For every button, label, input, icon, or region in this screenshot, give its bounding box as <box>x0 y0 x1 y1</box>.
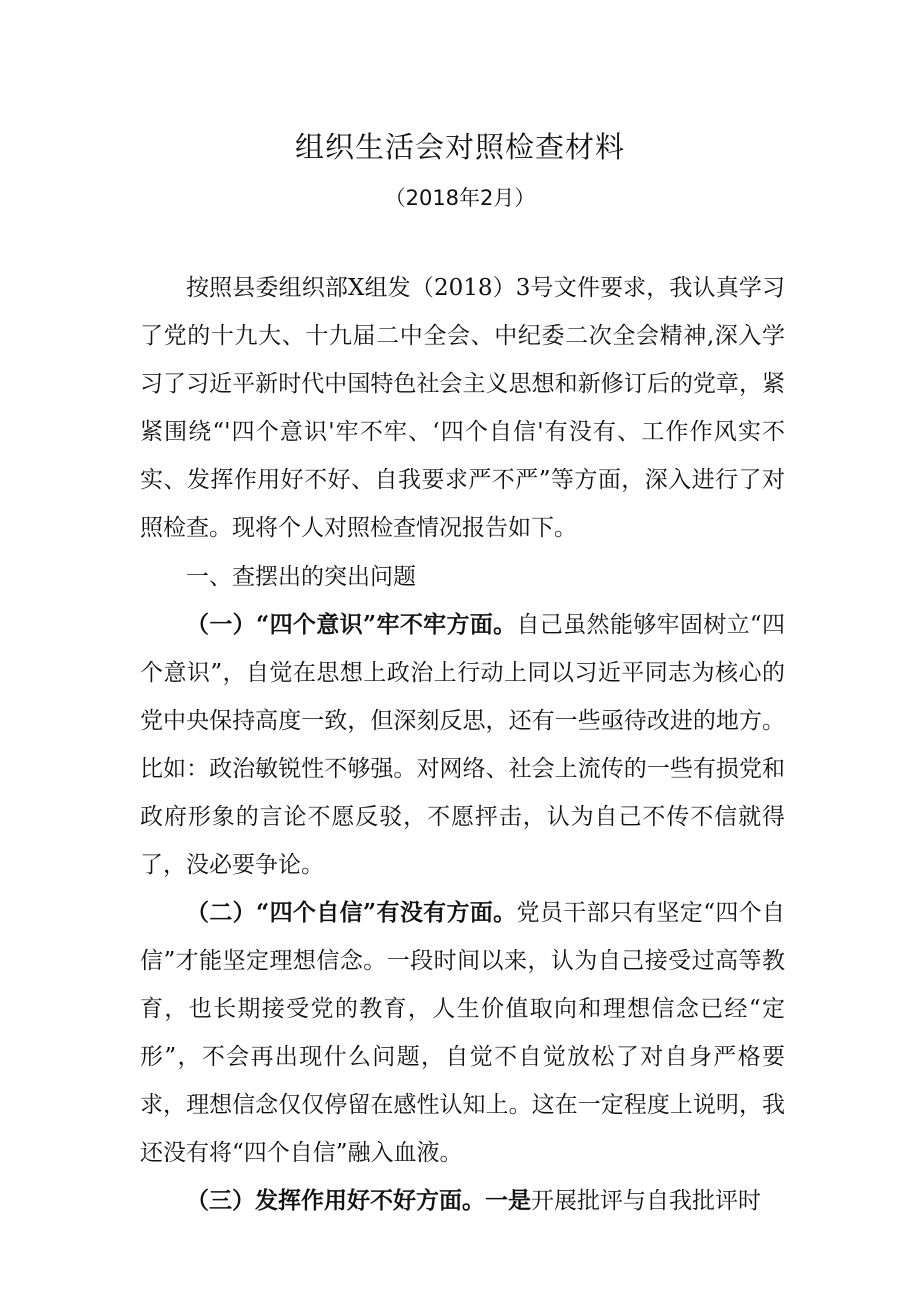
item-paragraph-1 <box>140 601 785 889</box>
item-label-2: （二）“四个自信”有没有方面。 <box>186 899 517 926</box>
item-paragraph-3 <box>140 1177 785 1225</box>
item-label-3: （三）发挥作用好不好方面。 <box>186 1187 485 1214</box>
item-text-2: 党员干部只有坚定“四个自信”才能坚定理想信念。一段时间以来，认为自己接受过高等教育，也长期接受党的教育，人生价值取向和理想信念已经“定形”，不会再出现什么问题，自觉不自觉放松了对自身严格要求，理想信念仅仅停留在感性认知上。这在一定程度上说明，我还没有将“四个自信”融入血液。 <box>140 900 785 1166</box>
document-date: （2018年2月） <box>384 186 536 210</box>
item-text-1: 自己虽然能够牢固树立“四个意识”，自觉在思想上政治上行动上同以习近平同志为核心的党中央保持高度一致，但深刻反思，还有一些亟待改进的地方。比如：政治敏锐性不够强。对网络、社会上流传的一些有损党和政府形象的言论不愿反驳，不愿抨击，认为自己不传不信就得了，没必要争论。 <box>140 612 785 878</box>
intro-paragraph: 按照县委组织部X组发（2018）3号文件要求，我认真学习了党的十九大、十九届二中全会、中纪委二次全会精神,深入学习了习近平新时代中国特色社会主义思想和新修订后的党章，紧紧围绕“'四个意识'牢不牢、‘四个自信'有没有、工作作风实不实、发挥作用好不好、自我要求严不严”等方面，深入进行了对照检查。现将个人对照检查情况报告如下。 <box>140 275 785 541</box>
item-paragraph-2 <box>140 889 785 1177</box>
item-label-1: （一）“四个意识”牢不牢方面。 <box>186 611 517 638</box>
document-title: 组织生活会对照检查材料 <box>294 130 625 164</box>
section-heading: 一、查摆出的突出问题 <box>186 564 416 590</box>
item-text-3: 开展批评与自我批评时 <box>531 1188 761 1214</box>
item-lead-3: 一是 <box>485 1187 531 1214</box>
